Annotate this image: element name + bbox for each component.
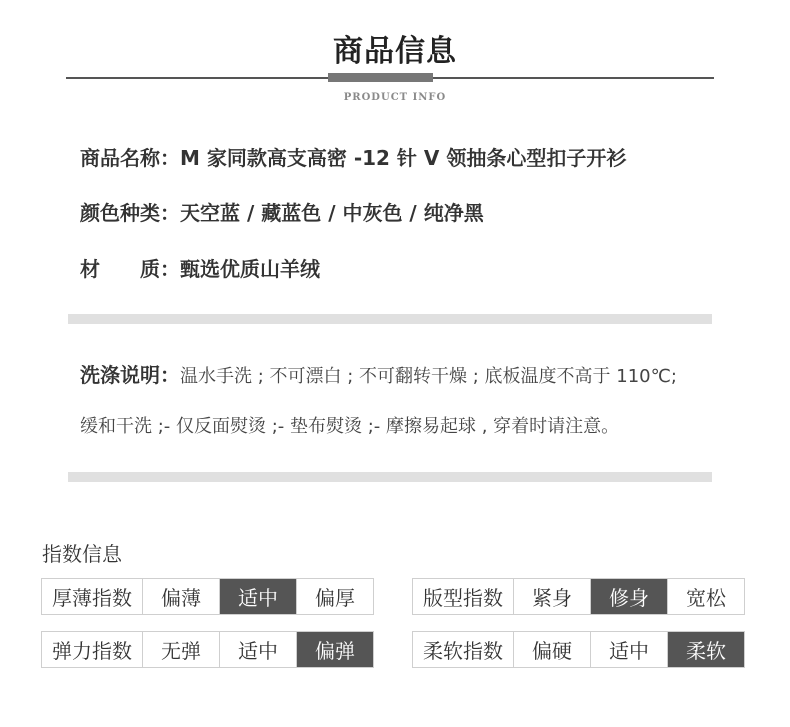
softness-index-name: 柔软指数 — [413, 632, 514, 668]
elasticity-index-name: 弹力指数 — [42, 632, 143, 668]
thickness-index-name: 厚薄指数 — [42, 579, 143, 615]
product-name-value: M 家同款高支高密 -12 针 V 领抽条心型扣子开衫 — [180, 146, 627, 170]
thickness-option-selected: 适中 — [220, 579, 297, 615]
color-value: 天空蓝 / 藏蓝色 / 中灰色 / 纯净黑 — [180, 201, 484, 225]
thickness-option: 偏厚 — [297, 579, 374, 615]
thickness-option: 偏薄 — [143, 579, 220, 615]
fit-option-selected: 修身 — [591, 579, 668, 615]
title-accent-bar — [328, 73, 433, 82]
softness-option: 偏硬 — [514, 632, 591, 668]
wash-row-2 — [80, 412, 619, 438]
wash-line-2: 缓和干洗 ;- 仅反面熨烫 ;- 垫布熨烫 ;- 摩擦易起球 , 穿着时请注意。 — [80, 416, 620, 437]
softness-index-table — [412, 631, 745, 668]
elasticity-option: 无弹 — [143, 632, 220, 668]
thickness-index-table — [41, 578, 374, 615]
index-heading: 指数信息 — [42, 542, 122, 566]
page-title: 商品信息 — [333, 34, 457, 69]
product-name-row — [80, 142, 626, 171]
material-label: 材 质： — [80, 257, 180, 281]
material-value: 甄选优质山羊绒 — [180, 257, 320, 281]
section-separator — [68, 472, 712, 482]
wash-label: 洗涤说明： — [80, 363, 180, 387]
section-separator — [68, 314, 712, 324]
softness-option-selected: 柔软 — [668, 632, 745, 668]
elasticity-index-table — [41, 631, 374, 668]
product-name-label: 商品名称： — [80, 146, 180, 170]
fit-option: 紧身 — [514, 579, 591, 615]
material-row — [80, 253, 320, 282]
elasticity-option: 适中 — [220, 632, 297, 668]
page-subtitle: PRODUCT INFO — [343, 92, 447, 103]
wash-line-1: 温水手洗 ; 不可漂白 ; 不可翻转干燥 ; 底板温度不高于 110℃; — [180, 366, 677, 387]
fit-index-table — [412, 578, 745, 615]
color-label: 颜色种类： — [80, 201, 180, 225]
elasticity-option-selected: 偏弹 — [297, 632, 374, 668]
fit-option: 宽松 — [668, 579, 745, 615]
color-row — [80, 197, 484, 226]
softness-option: 适中 — [591, 632, 668, 668]
fit-index-name: 版型指数 — [413, 579, 514, 615]
wash-row-1 — [80, 359, 677, 388]
